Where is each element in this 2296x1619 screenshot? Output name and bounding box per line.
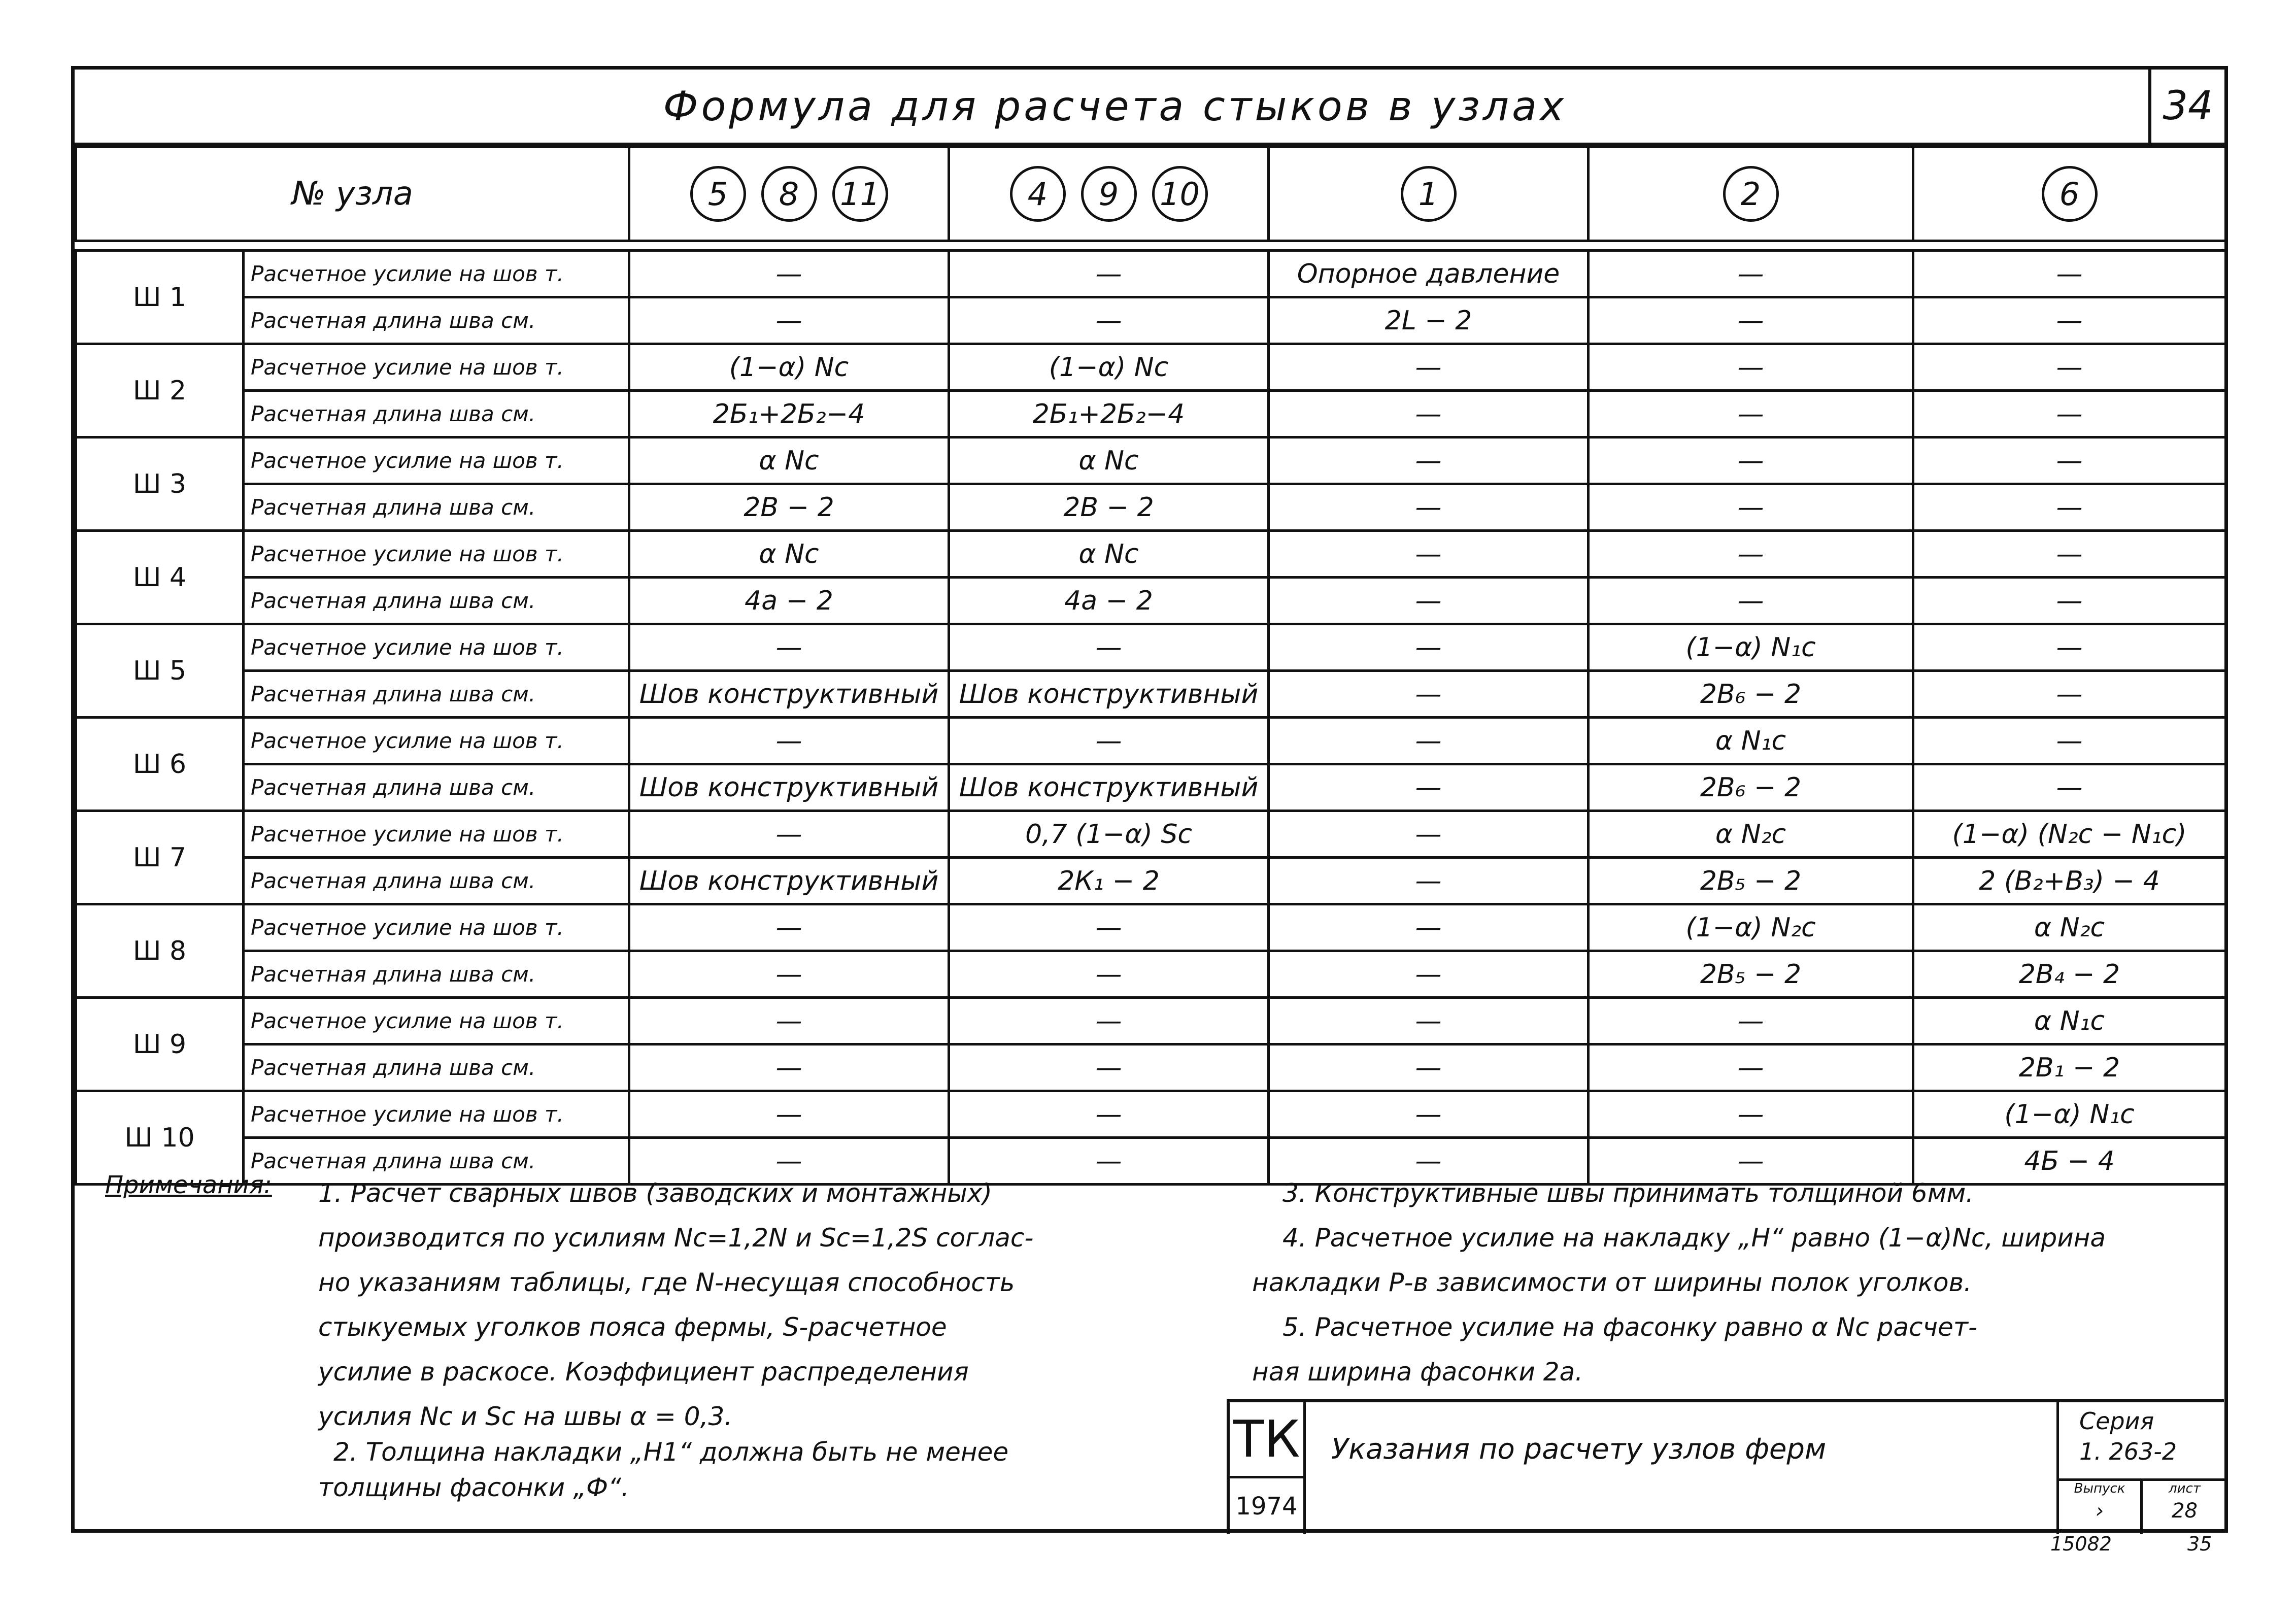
weld-node-label: Ш 6	[76, 718, 244, 811]
note-line: 5. Расчетное усилие на фасонку равно α Nс расчет-	[1282, 1312, 1977, 1342]
force-cell: —	[1913, 344, 2226, 391]
table-row	[76, 344, 2226, 391]
node-circle: 9	[1081, 166, 1137, 222]
length-cell: Шов конструктивный	[629, 764, 949, 811]
weld-node-label: Ш 10	[76, 1091, 244, 1185]
length-cell: —	[1589, 391, 1913, 437]
length-cell: 2В₄ − 2	[1913, 951, 2226, 998]
note-line: 2. Толщина накладки „Н1“ должна быть не менее	[333, 1437, 1009, 1467]
table-row	[76, 764, 2226, 811]
weld-node-label: Ш 8	[76, 904, 244, 998]
force-label: Расчетное усилие на шов т.	[244, 531, 629, 578]
table-row	[76, 998, 2226, 1044]
length-cell: —	[629, 1138, 949, 1185]
length-cell: 2 (В₂+В₃) − 4	[1913, 858, 2226, 904]
node-circle: 1	[1401, 166, 1457, 222]
length-cell: Шов конструктивный	[949, 671, 1269, 718]
length-cell: —	[1269, 1138, 1589, 1185]
force-cell: —	[1269, 437, 1589, 484]
note-line: толщины фасонки „Ф“.	[318, 1473, 629, 1502]
node-circle: 4	[1010, 166, 1066, 222]
drawing-sheet	[71, 66, 2228, 1533]
length-cell: 2В − 2	[629, 484, 949, 531]
force-cell: —	[1913, 437, 2226, 484]
length-label: Расчетная длина шва см.	[244, 484, 629, 531]
notes-label: Примечания:	[105, 1171, 272, 1199]
length-label: Расчетная длина шва см.	[244, 858, 629, 904]
force-cell: (1−α) Nс	[949, 344, 1269, 391]
length-cell: —	[1913, 671, 2226, 718]
force-cell: —	[629, 811, 949, 858]
length-cell: —	[1589, 297, 1913, 344]
force-cell: (1−α) Nс	[629, 344, 949, 391]
node-group-header	[629, 147, 949, 241]
force-cell: —	[1269, 624, 1589, 671]
weld-node-label: Ш 4	[76, 531, 244, 624]
length-cell: 4а − 2	[629, 578, 949, 624]
node-circle: 11	[832, 166, 888, 222]
force-cell: —	[1589, 1091, 1913, 1138]
table-row	[76, 858, 2226, 904]
year-cell: 1974	[1230, 1478, 1306, 1534]
table-row	[76, 624, 2226, 671]
force-cell: α N₁с	[1589, 718, 1913, 764]
node-circle: 5	[690, 166, 746, 222]
note-line: усилия Nс и Sс на швы α = 0,3.	[318, 1402, 733, 1431]
page-number: 34	[2148, 70, 2224, 146]
node-group-header	[1589, 147, 1913, 241]
force-cell: —	[629, 624, 949, 671]
table-row	[76, 904, 2226, 951]
force-cell: —	[1913, 531, 2226, 578]
note-line: производится по усилиям Nс=1,2N и Sс=1,2S соглас-	[318, 1223, 1034, 1253]
length-cell: 2Б₁+2Б₂−4	[949, 391, 1269, 437]
length-label: Расчетная длина шва см.	[244, 764, 629, 811]
table-row	[76, 811, 2226, 858]
length-cell: —	[1269, 391, 1589, 437]
length-cell: 2К₁ − 2	[949, 858, 1269, 904]
force-cell: (1−α) (N₂с − N₁с)	[1913, 811, 2226, 858]
length-cell: —	[949, 1044, 1269, 1091]
footer-code: 15082	[2050, 1533, 2112, 1555]
length-cell: 4Б − 4	[1913, 1138, 2226, 1185]
header-row	[76, 147, 2226, 241]
force-cell: —	[949, 251, 1269, 297]
table-row	[76, 391, 2226, 437]
weld-node-label: Ш 7	[76, 811, 244, 904]
length-cell: 2В₅ − 2	[1589, 858, 1913, 904]
table-row	[76, 297, 2226, 344]
length-cell: —	[1589, 484, 1913, 531]
node-column-header: № узла	[76, 147, 629, 241]
length-cell: 2L − 2	[1269, 297, 1589, 344]
node-circle: 6	[2042, 166, 2098, 222]
series-box	[2056, 1402, 2224, 1534]
force-cell: —	[629, 1091, 949, 1138]
force-label: Расчетное усилие на шов т.	[244, 998, 629, 1044]
force-cell: (1−α) N₁с	[1589, 624, 1913, 671]
force-cell: —	[1269, 998, 1589, 1044]
length-cell: —	[629, 1044, 949, 1091]
table-row	[76, 531, 2226, 578]
force-cell: —	[1589, 251, 1913, 297]
force-label: Расчетное усилие на шов т.	[244, 811, 629, 858]
length-cell: —	[1269, 858, 1589, 904]
note-line: но указаниям таблицы, где N-несущая способность	[318, 1268, 1015, 1297]
force-cell: (1−α) N₂с	[1589, 904, 1913, 951]
force-cell: —	[1589, 531, 1913, 578]
force-cell: —	[949, 998, 1269, 1044]
length-cell: 2В₆ − 2	[1589, 671, 1913, 718]
length-cell: Шов конструктивный	[629, 671, 949, 718]
table-row	[76, 437, 2226, 484]
force-cell: —	[1589, 437, 1913, 484]
length-cell: 2В − 2	[949, 484, 1269, 531]
force-label: Расчетное усилие на шов т.	[244, 344, 629, 391]
force-cell: —	[949, 1091, 1269, 1138]
note-line: 1. Расчет сварных швов (заводских и монтажных)	[318, 1178, 992, 1208]
length-cell: —	[1913, 578, 2226, 624]
length-label: Расчетная длина шва см.	[244, 391, 629, 437]
force-cell: —	[949, 904, 1269, 951]
footer-page: 35	[2187, 1533, 2212, 1555]
length-cell: 4а − 2	[949, 578, 1269, 624]
force-label: Расчетное усилие на шов т.	[244, 718, 629, 764]
force-label: Расчетное усилие на шов т.	[244, 1091, 629, 1138]
force-cell: —	[949, 624, 1269, 671]
node-group-header	[1269, 147, 1589, 241]
length-cell: 2В₅ − 2	[1589, 951, 1913, 998]
length-cell: 2В₆ − 2	[1589, 764, 1913, 811]
force-cell: —	[1913, 718, 2226, 764]
note-line: накладки Р-в зависимости от ширины полок уголков.	[1252, 1268, 1972, 1297]
note-line: стыкуемых уголков пояса фермы, S-расчетное	[318, 1312, 947, 1342]
force-cell: —	[1269, 811, 1589, 858]
force-cell: —	[629, 904, 949, 951]
length-label: Расчетная длина шва см.	[244, 671, 629, 718]
issue-cell	[2059, 1478, 2143, 1534]
force-label: Расчетное усилие на шов т.	[244, 904, 629, 951]
note-line: 4. Расчетное усилие на накладку „Н“ равно (1−α)Nс, ширина	[1282, 1223, 2106, 1253]
force-cell: —	[629, 718, 949, 764]
length-cell: Шов конструктивный	[629, 858, 949, 904]
force-cell: α Nс	[949, 531, 1269, 578]
page-title: Формула для расчета стыков в узлах	[75, 70, 2155, 146]
sheet-value: 28	[2172, 1499, 2198, 1523]
length-cell: —	[1913, 484, 2226, 531]
force-cell: —	[1913, 251, 2226, 297]
force-cell: —	[1269, 531, 1589, 578]
force-cell: α Nс	[629, 437, 949, 484]
length-cell: —	[1913, 391, 2226, 437]
force-cell: —	[1269, 1091, 1589, 1138]
force-label: Расчетное усилие на шов т.	[244, 437, 629, 484]
force-cell: α N₁с	[1913, 998, 2226, 1044]
length-cell: —	[1589, 578, 1913, 624]
length-cell: 2В₁ − 2	[1913, 1044, 2226, 1091]
force-label: Расчетное усилие на шов т.	[244, 624, 629, 671]
length-label: Расчетная длина шва см.	[244, 951, 629, 998]
length-cell: —	[949, 297, 1269, 344]
organization-mark: ТК	[1230, 1402, 1306, 1478]
table-row	[76, 1091, 2226, 1138]
weld-node-label: Ш 1	[76, 251, 244, 344]
weld-table	[75, 146, 2227, 1186]
node-circle: 10	[1152, 166, 1208, 222]
length-cell: 2Б₁+2Б₂−4	[629, 391, 949, 437]
sheet-label: лист	[2169, 1481, 2201, 1496]
title-block	[1227, 1399, 2224, 1534]
node-circle: 2	[1723, 166, 1779, 222]
length-cell: Шов конструктивный	[949, 764, 1269, 811]
issue-value: ›	[2096, 1499, 2104, 1523]
issue-label: Выпуск	[2074, 1481, 2125, 1496]
node-group-header	[949, 147, 1269, 241]
force-cell: —	[1589, 344, 1913, 391]
table-row	[76, 671, 2226, 718]
header-divider	[76, 241, 2226, 251]
force-cell: —	[1269, 344, 1589, 391]
force-cell: α N₂с	[1913, 904, 2226, 951]
length-cell: —	[1269, 484, 1589, 531]
table-row	[76, 1044, 2226, 1091]
length-cell: —	[1269, 764, 1589, 811]
length-label: Расчетная длина шва см.	[244, 578, 629, 624]
length-cell: —	[629, 951, 949, 998]
sheet-cell	[2143, 1478, 2226, 1534]
weld-node-label: Ш 2	[76, 344, 244, 437]
weld-node-label: Ш 9	[76, 998, 244, 1091]
table-row	[76, 251, 2226, 297]
weld-node-label: Ш 3	[76, 437, 244, 531]
length-label: Расчетная длина шва см.	[244, 297, 629, 344]
weld-node-label: Ш 5	[76, 624, 244, 718]
force-cell: 0,7 (1−α) Sс	[949, 811, 1269, 858]
length-cell: —	[1269, 951, 1589, 998]
length-cell: —	[1269, 578, 1589, 624]
force-cell: —	[629, 251, 949, 297]
length-cell: —	[1913, 764, 2226, 811]
node-group-header	[1913, 147, 2226, 241]
length-label: Расчетная длина шва см.	[244, 1044, 629, 1091]
note-line: усилие в раскосе. Коэффициент распределения	[318, 1357, 969, 1387]
note-line: 3. Конструктивные швы принимать толщиной 6мм.	[1282, 1178, 1974, 1208]
table-row	[76, 718, 2226, 764]
length-cell: —	[1269, 671, 1589, 718]
table-row	[76, 578, 2226, 624]
length-cell: —	[949, 951, 1269, 998]
force-cell: —	[1269, 718, 1589, 764]
length-cell: —	[629, 297, 949, 344]
length-cell: —	[1269, 1044, 1589, 1091]
length-label: Расчетная длина шва см.	[244, 1138, 629, 1185]
document-description: Указания по расчету узлов ферм	[1331, 1433, 1827, 1466]
force-cell: Опорное давление	[1269, 251, 1589, 297]
series-value: 1. 263-2	[2079, 1438, 2177, 1465]
force-cell: α N₂с	[1589, 811, 1913, 858]
force-cell: α Nс	[949, 437, 1269, 484]
table-row	[76, 484, 2226, 531]
force-cell: —	[1589, 998, 1913, 1044]
force-cell: —	[1269, 904, 1589, 951]
length-cell: —	[949, 1138, 1269, 1185]
length-cell: —	[1589, 1044, 1913, 1091]
table-row	[76, 951, 2226, 998]
force-cell: (1−α) N₁с	[1913, 1091, 2226, 1138]
force-cell: —	[949, 718, 1269, 764]
length-cell: —	[1913, 297, 2226, 344]
series-label: Серия	[2079, 1407, 2154, 1435]
force-cell: —	[1913, 624, 2226, 671]
force-cell: —	[629, 998, 949, 1044]
node-circle: 8	[761, 166, 817, 222]
note-line: ная ширина фасонки 2а.	[1252, 1357, 1583, 1387]
force-cell: α Nс	[629, 531, 949, 578]
force-label: Расчетное усилие на шов т.	[244, 251, 629, 297]
length-cell: —	[1589, 1138, 1913, 1185]
